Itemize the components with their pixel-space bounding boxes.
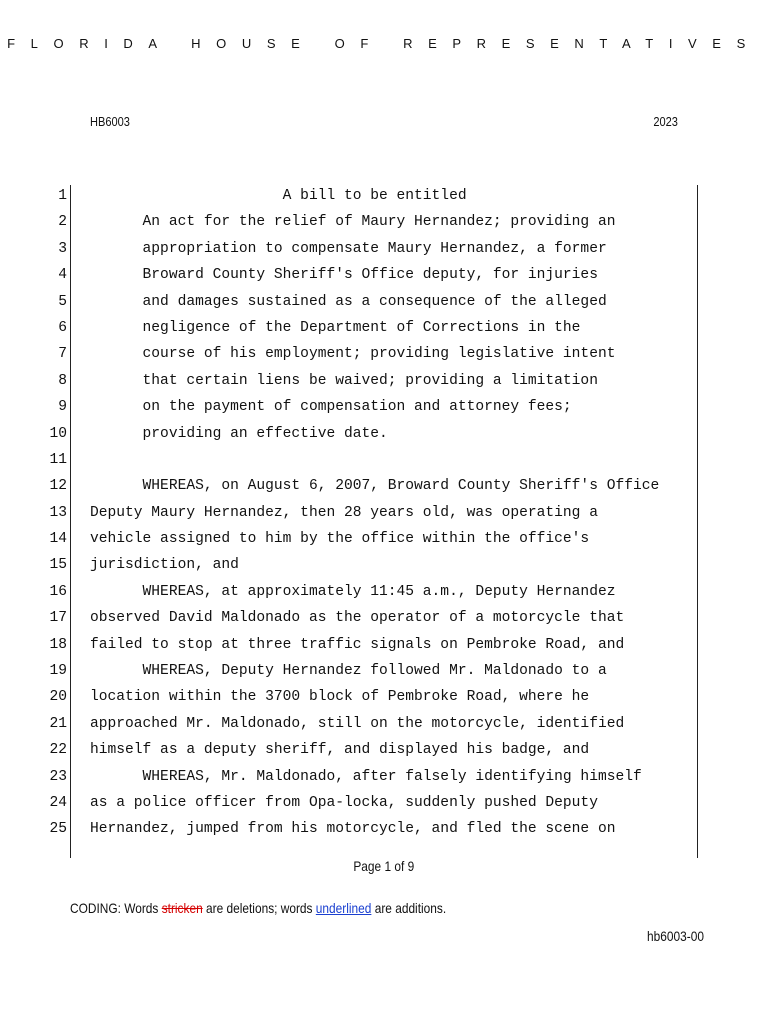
line-text: negligence of the Department of Corrections in the	[90, 319, 581, 336]
line-text: on the payment of compensation and attorney fees;	[90, 399, 572, 416]
line-text: course of his employment; providing legislative intent	[90, 346, 616, 363]
bill-line	[0, 632, 768, 658]
line-text: WHEREAS, Deputy Hernandez followed Mr. Maldonado to a	[90, 663, 607, 680]
line-number: 19	[49, 663, 67, 680]
line-number: 3	[58, 240, 67, 257]
line-number: 24	[49, 794, 67, 811]
line-text: WHEREAS, on August 6, 2007, Broward County Sheriff's Office	[90, 478, 660, 495]
line-text: approached Mr. Maldonado, still on the motorcycle, identified	[90, 715, 625, 732]
bill-line	[0, 816, 768, 842]
page-indicator	[0, 858, 768, 874]
bill-line	[0, 289, 768, 315]
bill-line	[0, 579, 768, 605]
line-number: 9	[58, 399, 67, 416]
line-number: 25	[49, 821, 67, 838]
bill-text-body	[0, 183, 768, 843]
bill-line	[0, 209, 768, 235]
line-text: WHEREAS, Mr. Maldonado, after falsely identifying himself	[90, 768, 642, 785]
bill-line	[0, 473, 768, 499]
line-number: 23	[49, 768, 67, 785]
bill-line	[0, 394, 768, 420]
line-number: 17	[49, 610, 67, 627]
line-number: 1	[58, 188, 67, 204]
coding-prefix: CODING: Words	[70, 900, 162, 916]
line-text: failed to stop at three traffic signals on Pembroke Road, and	[90, 636, 625, 653]
document-code: hb6003-00	[647, 928, 704, 944]
line-text: An act for the relief of Maury Hernandez; providing an	[90, 214, 616, 231]
line-text: appropriation to compensate Maury Hernandez, a former	[90, 240, 607, 257]
line-text: Broward County Sheriff's Office deputy, for injuries	[90, 267, 598, 284]
line-number: 15	[49, 557, 67, 574]
bill-year: 2023	[653, 114, 678, 129]
line-text: providing an effective date.	[90, 425, 388, 442]
bill-line	[0, 658, 768, 684]
line-number: 21	[49, 715, 67, 732]
bill-line	[0, 500, 768, 526]
coding-suffix: are additions.	[371, 900, 447, 916]
line-text: observed David Maldonado as the operator of a motorcycle that	[90, 610, 625, 627]
bill-line	[0, 684, 768, 710]
line-number: 20	[49, 689, 67, 706]
line-number: 8	[58, 372, 67, 389]
bill-line	[0, 341, 768, 367]
line-text: A bill to be entitled	[90, 188, 467, 204]
bill-line	[0, 421, 768, 447]
bill-number: HB6003	[90, 114, 130, 129]
line-number: 22	[49, 742, 67, 759]
coding-stricken-example: stricken	[161, 900, 203, 916]
coding-middle: are deletions; words	[202, 900, 316, 916]
line-text: vehicle assigned to him by the office within the office's	[90, 531, 590, 548]
line-text: and damages sustained as a consequence of the alleged	[90, 293, 607, 310]
line-number: 10	[49, 425, 67, 442]
line-number: 12	[49, 478, 67, 495]
line-number: 11	[49, 451, 67, 468]
bill-line	[0, 711, 768, 737]
page-indicator-label: Page 1 of 9	[353, 858, 415, 874]
bill-line	[0, 447, 768, 473]
bill-line	[0, 183, 768, 209]
line-number: 14	[49, 531, 67, 548]
line-number: 18	[49, 636, 67, 653]
line-text: Deputy Maury Hernandez, then 28 years old, was operating a	[90, 504, 598, 521]
line-text: location within the 3700 block of Pembroke Road, where he	[90, 689, 590, 706]
bill-line	[0, 552, 768, 578]
bill-line	[0, 262, 768, 288]
line-number: 7	[58, 346, 67, 363]
line-number: 16	[49, 583, 67, 600]
bill-line	[0, 790, 768, 816]
line-text: himself as a deputy sheriff, and displayed his badge, and	[90, 742, 590, 759]
line-number: 13	[49, 504, 67, 521]
bill-line	[0, 605, 768, 631]
line-text: that certain liens be waived; providing a limitation	[90, 372, 598, 389]
bill-line	[0, 526, 768, 552]
coding-underlined-example: underlined	[315, 900, 372, 916]
line-text: as a police officer from Opa-locka, suddenly pushed Deputy	[90, 794, 598, 811]
line-number: 4	[58, 267, 67, 284]
line-text: jurisdiction, and	[90, 557, 239, 574]
bill-line	[0, 236, 768, 262]
line-text: Hernandez, jumped from his motorcycle, and fled the scene on	[90, 821, 616, 838]
bill-line	[0, 764, 768, 790]
line-text: WHEREAS, at approximately 11:45 a.m., Deputy Hernandez	[90, 583, 616, 600]
line-number: 5	[58, 293, 67, 310]
bill-line	[0, 315, 768, 341]
coding-legend	[70, 900, 446, 916]
bill-line	[0, 737, 768, 763]
chamber-title: FLORIDA HOUSE OF REPRESENTATIVES	[7, 36, 761, 51]
line-number: 6	[58, 319, 67, 336]
line-number: 2	[58, 214, 67, 231]
bill-line	[0, 368, 768, 394]
